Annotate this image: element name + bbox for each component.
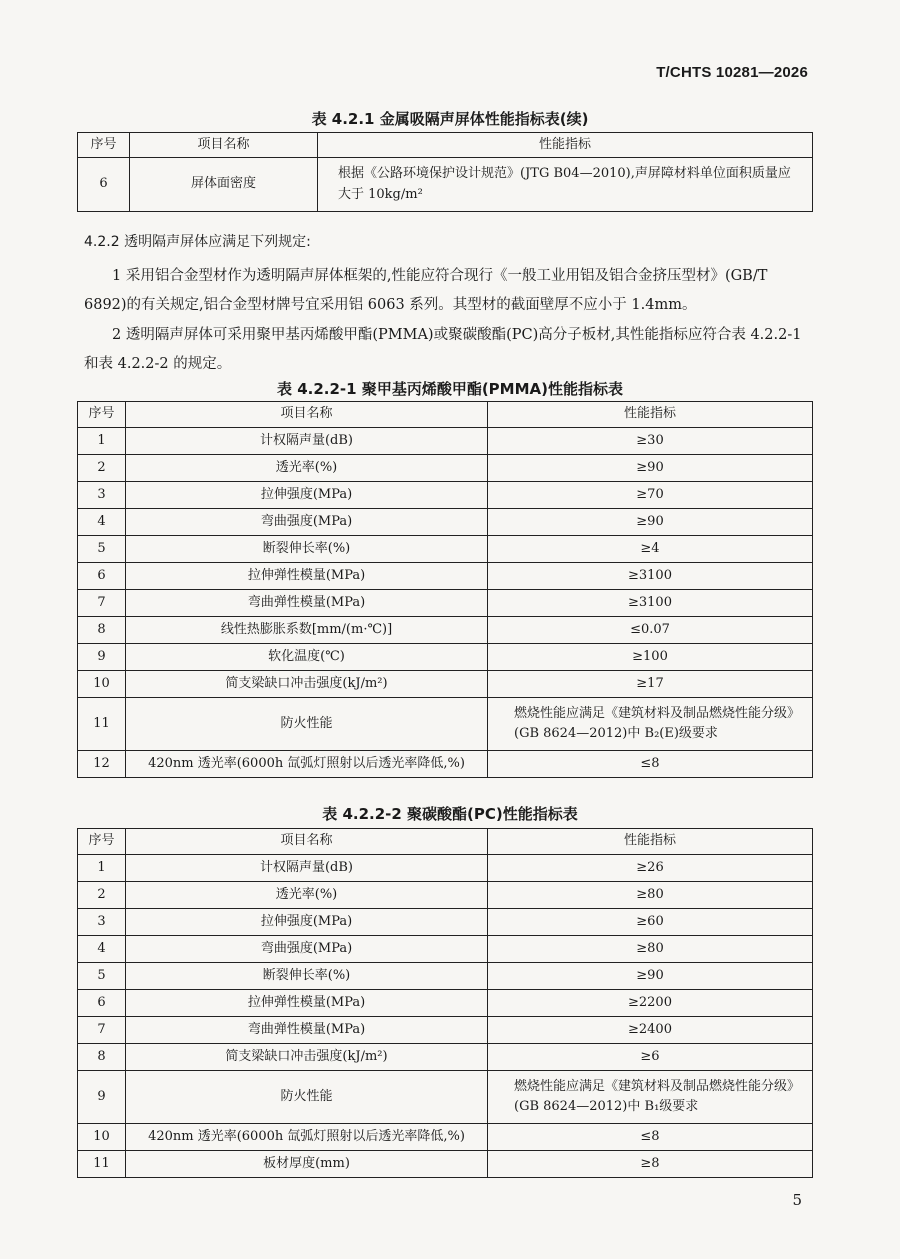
cell-item: 弯曲弹性模量(MPa) xyxy=(126,590,488,617)
cell-index: 10 xyxy=(78,1124,126,1151)
cell-index: 5 xyxy=(78,536,126,563)
cell-index: 8 xyxy=(78,1044,126,1071)
cell-item: 透光率(%) xyxy=(126,455,488,482)
cell-item: 断裂伸长率(%) xyxy=(126,963,488,990)
cell-value: ≥60 xyxy=(488,909,813,936)
cell-value: ≥6 xyxy=(488,1044,813,1071)
cell-item: 防火性能 xyxy=(126,698,488,751)
cell-index: 5 xyxy=(78,963,126,990)
table-row xyxy=(78,671,813,698)
cell-item: 拉伸弹性模量(MPa) xyxy=(126,563,488,590)
table-row xyxy=(78,428,813,455)
table-row xyxy=(78,1151,813,1178)
table-row xyxy=(78,855,813,882)
cell-index: 7 xyxy=(78,590,126,617)
cell-index: 1 xyxy=(78,855,126,882)
cell-value: ≥2400 xyxy=(488,1017,813,1044)
table-row xyxy=(78,1017,813,1044)
cell-value: ≥90 xyxy=(488,963,813,990)
cell-index: 4 xyxy=(78,936,126,963)
table-row xyxy=(78,990,813,1017)
header-cell: 性能指标 xyxy=(488,402,813,428)
table-row xyxy=(78,936,813,963)
cell-item: 屏体面密度 xyxy=(130,158,318,212)
cell-index: 12 xyxy=(78,751,126,778)
cell-item: 弯曲强度(MPa) xyxy=(126,936,488,963)
cell-item: 板材厚度(mm) xyxy=(126,1151,488,1178)
cell-index: 11 xyxy=(78,1151,126,1178)
cell-value: ≥8 xyxy=(488,1151,813,1178)
cell-item: 透光率(%) xyxy=(126,882,488,909)
table-row xyxy=(78,1071,813,1124)
cell-item: 计权隔声量(dB) xyxy=(126,428,488,455)
cell-value: 根据《公路环境保护设计规范》(JTG B04—2010),声屏障材料单位面积质量应大于 10kg/m² xyxy=(318,158,813,212)
table-row xyxy=(78,1044,813,1071)
cell-item: 420nm 透光率(6000h 氙弧灯照射以后透光率降低,%) xyxy=(126,751,488,778)
cell-value: ≥70 xyxy=(488,482,813,509)
header-cell: 性能指标 xyxy=(318,133,813,158)
table-row xyxy=(78,158,813,212)
cell-item: 计权隔声量(dB) xyxy=(126,855,488,882)
cell-item: 弯曲强度(MPa) xyxy=(126,509,488,536)
table-row xyxy=(78,482,813,509)
cell-index: 4 xyxy=(78,509,126,536)
cell-index: 8 xyxy=(78,617,126,644)
cell-item: 简支梁缺口冲击强度(kJ/m²) xyxy=(126,1044,488,1071)
table-row xyxy=(78,909,813,936)
table-row xyxy=(78,590,813,617)
cell-item: 420nm 透光率(6000h 氙弧灯照射以后透光率降低,%) xyxy=(126,1124,488,1151)
cell-value: ≥4 xyxy=(488,536,813,563)
header-cell: 序号 xyxy=(78,402,126,428)
paragraph-item-2: 2 透明隔声屏体可采用聚甲基丙烯酸甲酯(PMMA)或聚碳酸酯(PC)高分子板材,其性能指标应符合表 4.2.2-1 和表 4.2.2-2 的规定。 xyxy=(84,327,802,372)
cell-index: 9 xyxy=(78,1071,126,1124)
page-number: 5 xyxy=(792,1191,802,1209)
cell-value: ≤0.07 xyxy=(488,617,813,644)
cell-value: ≤8 xyxy=(488,751,813,778)
cell-item: 断裂伸长率(%) xyxy=(126,536,488,563)
cell-value: ≥80 xyxy=(488,882,813,909)
table-row xyxy=(78,698,813,751)
cell-index: 2 xyxy=(78,455,126,482)
header-cell: 序号 xyxy=(78,133,130,158)
cell-value: ≥2200 xyxy=(488,990,813,1017)
cell-index: 10 xyxy=(78,671,126,698)
cell-value: 燃烧性能应满足《建筑材料及制品燃烧性能分级》(GB 8624—2012)中 B₂(E)级要求 xyxy=(488,698,813,751)
cell-value: ≥17 xyxy=(488,671,813,698)
table-4-2-2-1-caption: 表 4.2.2-1 聚甲基丙烯酸甲酯(PMMA)性能指标表 xyxy=(277,380,623,398)
table-row xyxy=(78,1124,813,1151)
cell-value: ≥30 xyxy=(488,428,813,455)
header-cell: 项目名称 xyxy=(126,402,488,428)
table-row xyxy=(78,644,813,671)
cell-index: 3 xyxy=(78,909,126,936)
table-row xyxy=(78,751,813,778)
table-4-2-1-caption: 表 4.2.1 金属吸隔声屏体性能指标表(续) xyxy=(311,110,589,128)
cell-index: 6 xyxy=(78,990,126,1017)
cell-index: 2 xyxy=(78,882,126,909)
cell-value: ≥90 xyxy=(488,455,813,482)
header-cell: 序号 xyxy=(78,829,126,855)
cell-index: 11 xyxy=(78,698,126,751)
cell-item: 拉伸强度(MPa) xyxy=(126,482,488,509)
cell-value: ≥3100 xyxy=(488,563,813,590)
table-4-2-1 xyxy=(77,132,813,212)
cell-item: 拉伸强度(MPa) xyxy=(126,909,488,936)
cell-value: ≥100 xyxy=(488,644,813,671)
cell-index: 3 xyxy=(78,482,126,509)
table-row xyxy=(78,536,813,563)
table-row xyxy=(78,882,813,909)
cell-index: 6 xyxy=(78,563,126,590)
cell-item: 弯曲弹性模量(MPa) xyxy=(126,1017,488,1044)
cell-index: 6 xyxy=(78,158,130,212)
header-cell: 项目名称 xyxy=(130,133,318,158)
cell-item: 软化温度(℃) xyxy=(126,644,488,671)
cell-value: ≥3100 xyxy=(488,590,813,617)
table-row xyxy=(78,563,813,590)
table-4-2-2-1 xyxy=(77,401,813,778)
table-row xyxy=(78,617,813,644)
cell-value: ≥80 xyxy=(488,936,813,963)
cell-item: 简支梁缺口冲击强度(kJ/m²) xyxy=(126,671,488,698)
table-row xyxy=(78,455,813,482)
table-row xyxy=(78,963,813,990)
cell-item: 防火性能 xyxy=(126,1071,488,1124)
standard-code: T/CHTS 10281—2026 xyxy=(656,64,808,81)
cell-index: 1 xyxy=(78,428,126,455)
cell-index: 7 xyxy=(78,1017,126,1044)
cell-index: 9 xyxy=(78,644,126,671)
paragraph-item-1: 1 采用铝合金型材作为透明隔声屏体框架的,性能应符合现行《一般工业用铝及铝合金挤压型材》(GB/T 6892)的有关规定,铝合金型材牌号宜采用铝 6063 系列。其型材的截面壁厚不应小于 1.4mm。 xyxy=(84,268,768,313)
cell-item: 拉伸弹性模量(MPa) xyxy=(126,990,488,1017)
cell-value: ≥90 xyxy=(488,509,813,536)
section-heading: 4.2.2 透明隔声屏体应满足下列规定: xyxy=(84,234,311,250)
cell-item: 线性热膨胀系数[mm/(m·℃)] xyxy=(126,617,488,644)
header-cell: 性能指标 xyxy=(488,829,813,855)
table-row xyxy=(78,509,813,536)
cell-value: ≥26 xyxy=(488,855,813,882)
table-4-2-2-2-caption: 表 4.2.2-2 聚碳酸酯(PC)性能指标表 xyxy=(322,805,578,823)
cell-value: ≤8 xyxy=(488,1124,813,1151)
header-cell: 项目名称 xyxy=(126,829,488,855)
cell-value: 燃烧性能应满足《建筑材料及制品燃烧性能分级》(GB 8624—2012)中 B₁级要求 xyxy=(488,1071,813,1124)
table-4-2-2-2 xyxy=(77,828,813,1178)
